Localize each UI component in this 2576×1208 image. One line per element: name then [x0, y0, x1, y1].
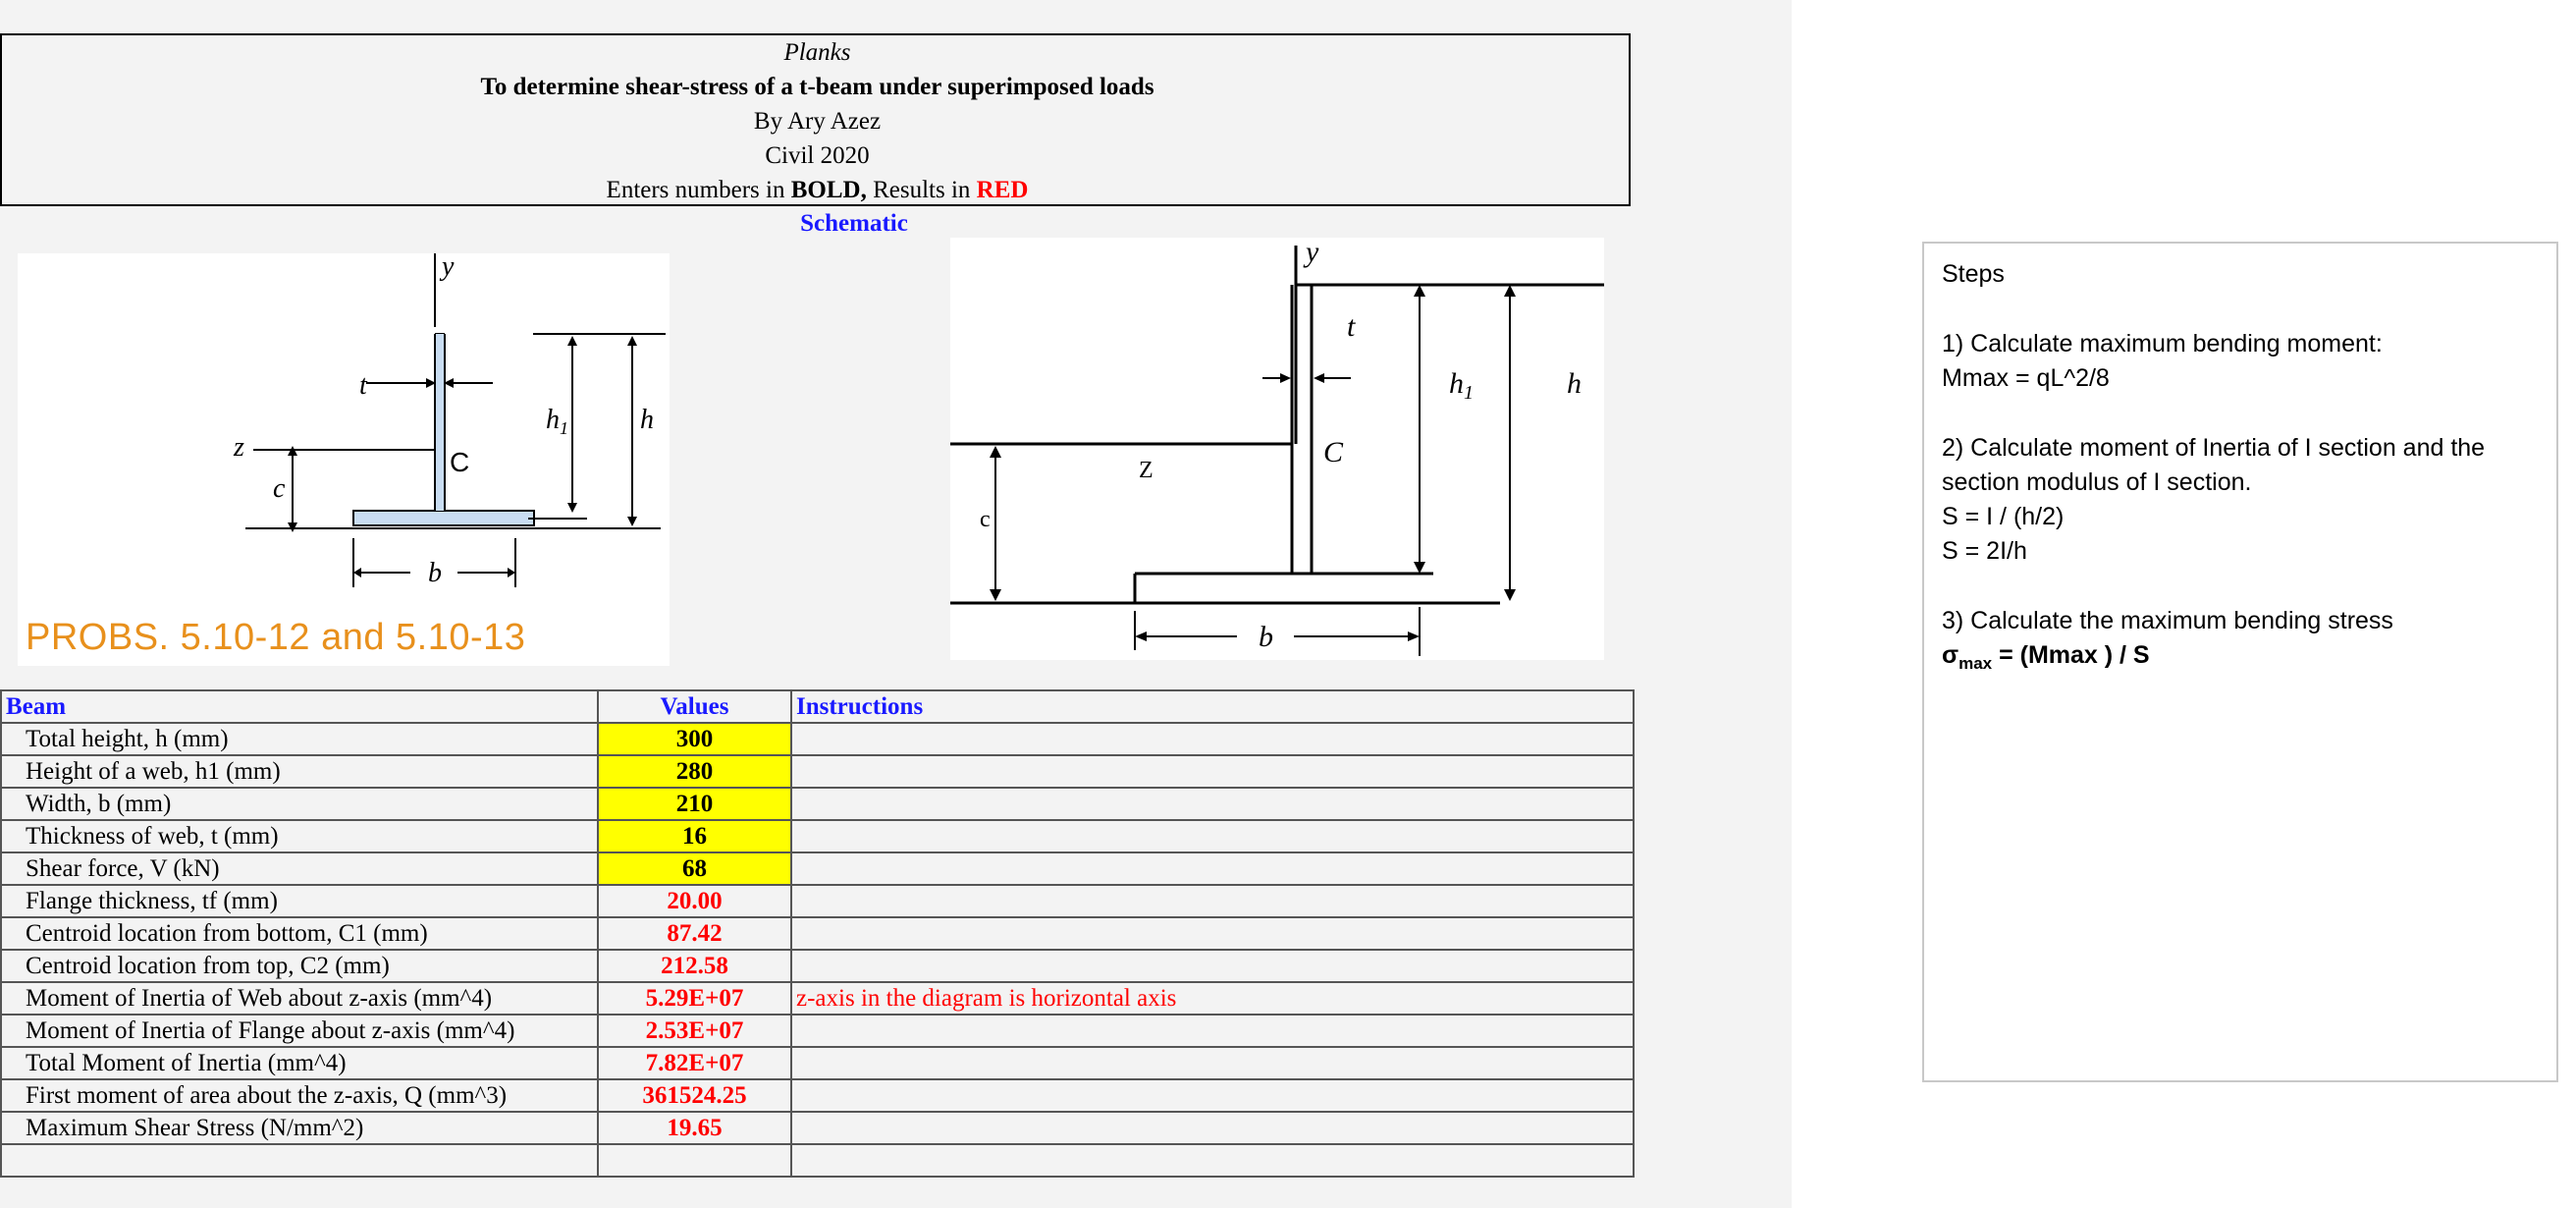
row-label[interactable]: First moment of area about the z-axis, Q (mm^3): [1, 1079, 598, 1112]
instruction-cell[interactable]: [791, 1015, 1634, 1047]
table-row: [1, 1112, 1634, 1144]
t-label: t: [1347, 310, 1356, 343]
centroid-label: C: [450, 447, 470, 477]
instruction-cell[interactable]: [791, 1047, 1634, 1079]
step3-formula-rest: = (Mmax ) / S: [1992, 641, 2150, 669]
flange-shape: [353, 511, 534, 525]
c-label: c: [273, 473, 286, 504]
table-header-row: [1, 690, 1634, 723]
step3-text: 3) Calculate the maximum bending stress: [1942, 607, 2393, 634]
sigma-subscript: max: [1959, 654, 1993, 673]
value-cell[interactable]: 280: [598, 755, 791, 788]
t-beam-figure-2: [950, 238, 1604, 660]
table-row: [1, 723, 1634, 755]
h1-label: $h_1$: [546, 405, 568, 438]
schematic-title: Schematic: [800, 210, 908, 237]
empty-row: [1, 1144, 1634, 1177]
instruction-cell[interactable]: [791, 852, 1634, 885]
result-cell[interactable]: 20.00: [598, 885, 791, 917]
table-row: [1, 788, 1634, 820]
row-label[interactable]: Thickness of web, t (mm): [1, 820, 598, 852]
header-beam[interactable]: Beam: [1, 690, 598, 723]
table-row: [1, 950, 1634, 982]
empty-cell[interactable]: [1, 1144, 598, 1177]
instruction-cell[interactable]: z-axis in the diagram is horizontal axis: [791, 982, 1634, 1015]
t-beam-figure-1: [18, 253, 670, 666]
value-cell[interactable]: 210: [598, 788, 791, 820]
table-row: [1, 917, 1634, 950]
step2-text: 2) Calculate moment of Inertia of I section and the: [1942, 434, 2486, 462]
t-label: t: [359, 370, 367, 401]
steps-title: Steps: [1942, 260, 2005, 288]
row-label[interactable]: Maximum Shear Stress (N/mm^2): [1, 1112, 598, 1144]
step1-formula: Mmax = qL^2/8: [1942, 364, 2110, 392]
steps-textbox[interactable]: [1922, 242, 2558, 1082]
result-cell[interactable]: 87.42: [598, 917, 791, 950]
legend-mid: Results in: [866, 177, 977, 203]
result-cell[interactable]: 2.53E+07: [598, 1015, 791, 1047]
h-label: h: [640, 405, 654, 435]
instruction-cell[interactable]: [791, 820, 1634, 852]
table-row: [1, 1015, 1634, 1047]
table-row: [1, 982, 1634, 1015]
value-cell[interactable]: 16: [598, 820, 791, 852]
instruction-cell[interactable]: [791, 723, 1634, 755]
t-beam-drawing-2: [950, 238, 1604, 660]
header-subtitle: To determine shear-stress of a t-beam under superimposed loads: [480, 74, 1154, 100]
result-cell[interactable]: 361524.25: [598, 1079, 791, 1112]
value-cell[interactable]: 300: [598, 723, 791, 755]
value-cell[interactable]: 68: [598, 852, 791, 885]
z-axis-label: z: [234, 432, 244, 463]
step1-text: 1) Calculate maximum bending moment:: [1942, 330, 2383, 357]
row-label[interactable]: Total Moment of Inertia (mm^4): [1, 1047, 598, 1079]
step2-text-cont: section modulus of I section.: [1942, 468, 2252, 496]
table-row: [1, 1079, 1634, 1112]
instruction-cell[interactable]: [791, 917, 1634, 950]
header-legend: [2, 177, 1633, 204]
y-axis-label: y: [442, 253, 455, 282]
row-label[interactable]: Height of a web, h1 (mm): [1, 755, 598, 788]
header-title: Planks: [783, 39, 851, 66]
instruction-cell[interactable]: [791, 1079, 1634, 1112]
calculation-table: [0, 689, 1635, 1178]
empty-cell[interactable]: [791, 1144, 1634, 1177]
row-label[interactable]: Moment of Inertia of Flange about z-axis (mm^4): [1, 1015, 598, 1047]
h1-label: $h_1$: [1449, 367, 1474, 404]
table-row: [1, 885, 1634, 917]
step2-formula-1: S = I / (h/2): [1942, 503, 2065, 530]
result-cell[interactable]: 212.58: [598, 950, 791, 982]
instruction-cell[interactable]: [791, 885, 1634, 917]
header-values[interactable]: Values: [598, 690, 791, 723]
row-label[interactable]: Centroid location from bottom, C1 (mm): [1, 917, 598, 950]
b-label: b: [1259, 621, 1273, 653]
row-label[interactable]: Shear force, V (kN): [1, 852, 598, 885]
result-cell[interactable]: 19.65: [598, 1112, 791, 1144]
problem-caption: PROBS. 5.10-12 and 5.10-13: [26, 617, 526, 658]
legend-prefix: Enters numbers in: [606, 177, 791, 203]
row-label[interactable]: Width, b (mm): [1, 788, 598, 820]
row-label[interactable]: Total height, h (mm): [1, 723, 598, 755]
instruction-cell[interactable]: [791, 1112, 1634, 1144]
centroid-label: C: [1323, 436, 1344, 468]
result-cell[interactable]: 5.29E+07: [598, 982, 791, 1015]
header-author: By Ary Azez: [753, 108, 882, 135]
table-row: [1, 820, 1634, 852]
instruction-cell[interactable]: [791, 950, 1634, 982]
step3-formula: [1942, 638, 2556, 681]
legend-bold: BOLD,: [790, 177, 867, 203]
header-box: [0, 33, 1631, 206]
b-label: b: [428, 558, 442, 588]
table-row: [1, 755, 1634, 788]
header-course: Civil 2020: [765, 142, 870, 169]
sigma-symbol: σ: [1942, 641, 1959, 669]
table-row: [1, 852, 1634, 885]
c-label: c: [980, 507, 991, 532]
header-instructions[interactable]: Instructions: [791, 690, 1634, 723]
t-beam-drawing-1: [18, 253, 670, 666]
row-label[interactable]: Moment of Inertia of Web about z-axis (mm^4): [1, 982, 598, 1015]
row-label[interactable]: Flange thickness, tf (mm): [1, 885, 598, 917]
table-row: [1, 1047, 1634, 1079]
y-axis-label: y: [1306, 238, 1319, 268]
instruction-cell[interactable]: [791, 755, 1634, 788]
step2-formula-2: S = 2I/h: [1942, 537, 2027, 565]
result-cell[interactable]: 7.82E+07: [598, 1047, 791, 1079]
legend-red: RED: [976, 177, 1029, 203]
z-axis-label: Z: [1139, 458, 1154, 483]
h-label: h: [1567, 367, 1582, 400]
instruction-cell[interactable]: [791, 788, 1634, 820]
row-label[interactable]: Centroid location from top, C2 (mm): [1, 950, 598, 982]
empty-cell[interactable]: [598, 1144, 791, 1177]
